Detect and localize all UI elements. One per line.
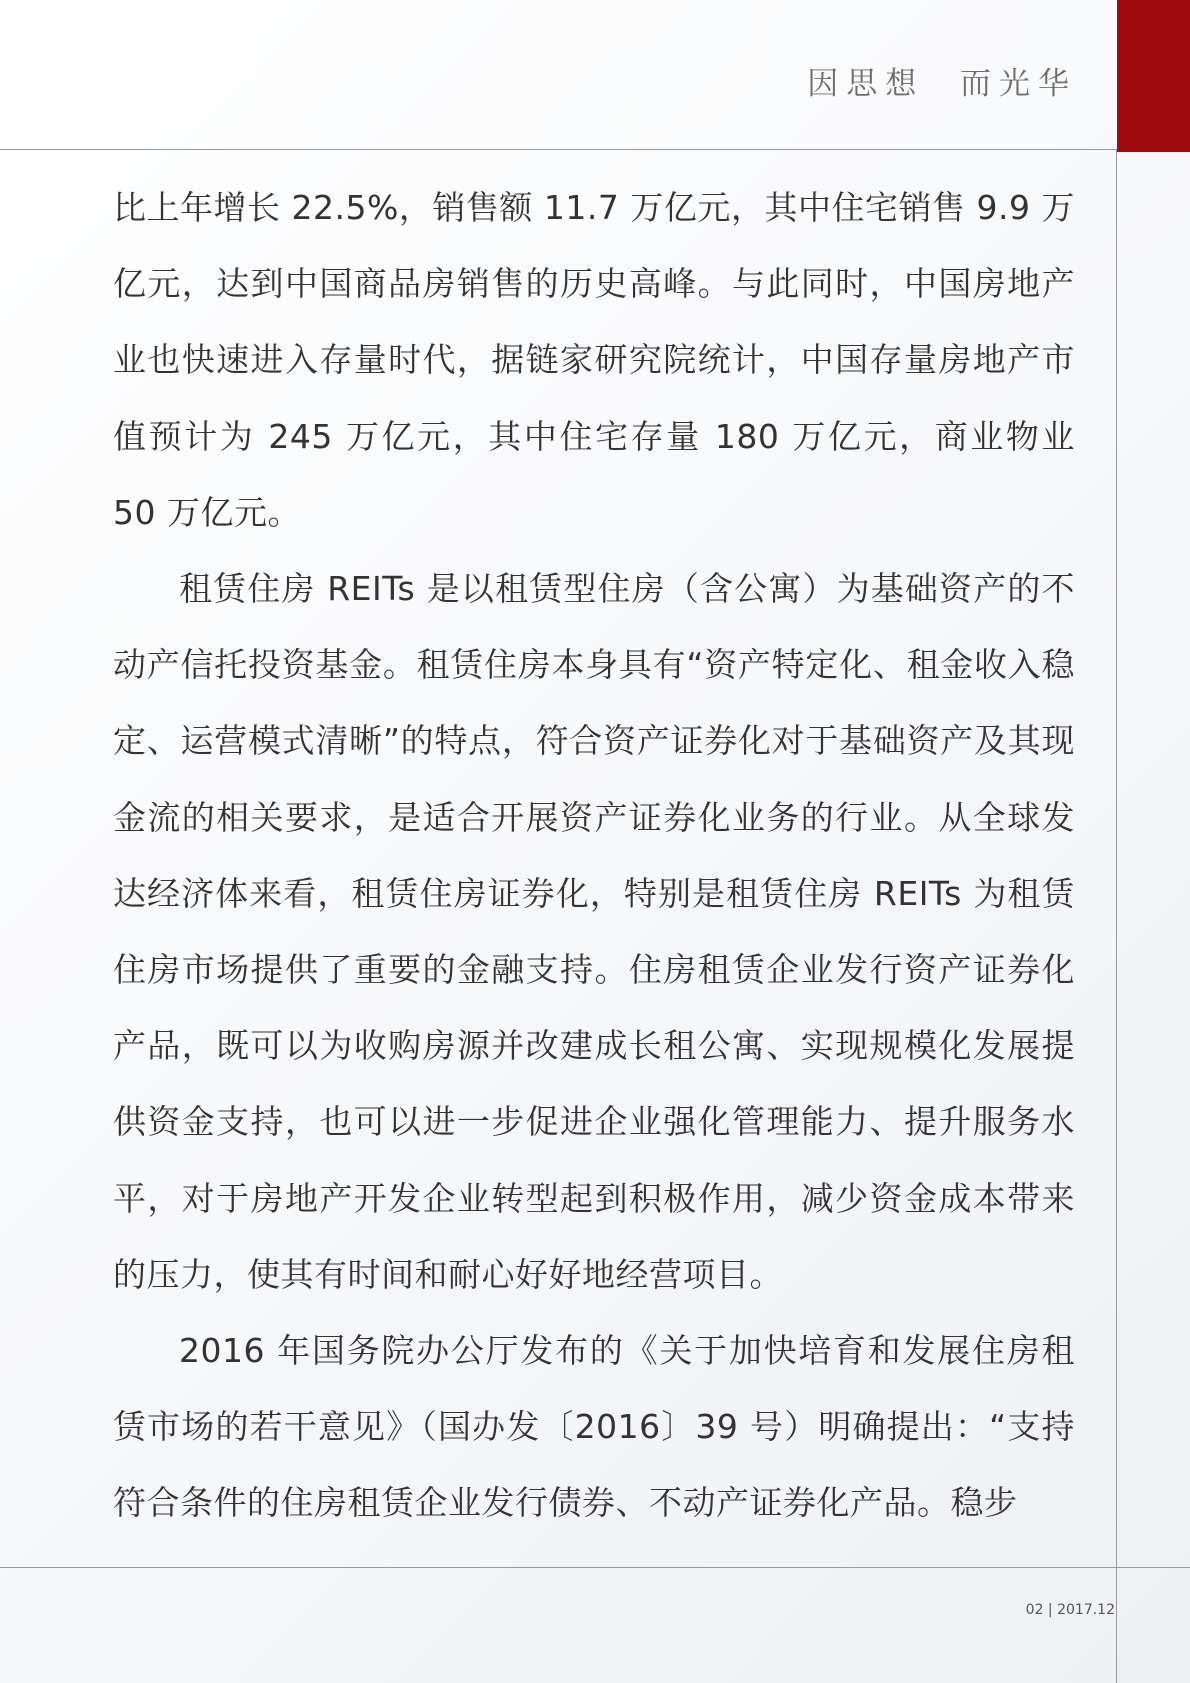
paragraph-3: 2016 年国务院办公厅发布的《关于加快培育和发展住房租赁市场的若干意见》（国办发〔2016〕39 号）明确提出：“支持符合条件的住房租赁企业发行债券、不动产证券化产品。稳步 bbox=[113, 1331, 1075, 1523]
header-red-tab bbox=[1117, 0, 1190, 152]
header-divider bbox=[0, 149, 1117, 150]
header-slogan: 因思想 而光华 bbox=[807, 66, 1077, 102]
paragraph-1: 比上年增长 22.5%，销售额 11.7 万亿元，其中住宅销售 9.9 万亿元，达到中国商品房销售的历史高峰。与此同时，中国房地产业也快速进入存量时代，据链家研究院统计，中国存量房地产市值预计为 245 万亿元，其中住宅存量 180 万亿元，商业物业 50 万亿元。 bbox=[113, 188, 1075, 532]
page-number-date: 02 | 2017.12 bbox=[1025, 1602, 1115, 1618]
right-margin-rule bbox=[1116, 150, 1117, 1683]
footer-divider bbox=[0, 1567, 1190, 1568]
paragraph-2: 租赁住房 REITs 是以租赁型住房（含公寓）为基础资产的不动产信托投资基金。租赁住房本身具有“资产特定化、租金收入稳定、运营模式清晰”的特点，符合资产证券化对于基础资产及其现金流的相关要求，是适合开展资产证券化业务的行业。从全球发达经济体来看，租赁住房证券化，特别是租赁住房 REITs 为租赁住房市场提供了重要的金融支持。住房租赁企业发行资产证券化产品，既可以为收购房源并改建成长租公寓、实现规模化发展提供资金支持，也可以进一步促进企业强化管理能力、提升服务水平，对于房地产开发企业转型起到积极作用，减少资金成本带来的压力，使其有时间和耐心好好地经营项目。 bbox=[113, 569, 1075, 1294]
article-body bbox=[113, 170, 1075, 1542]
